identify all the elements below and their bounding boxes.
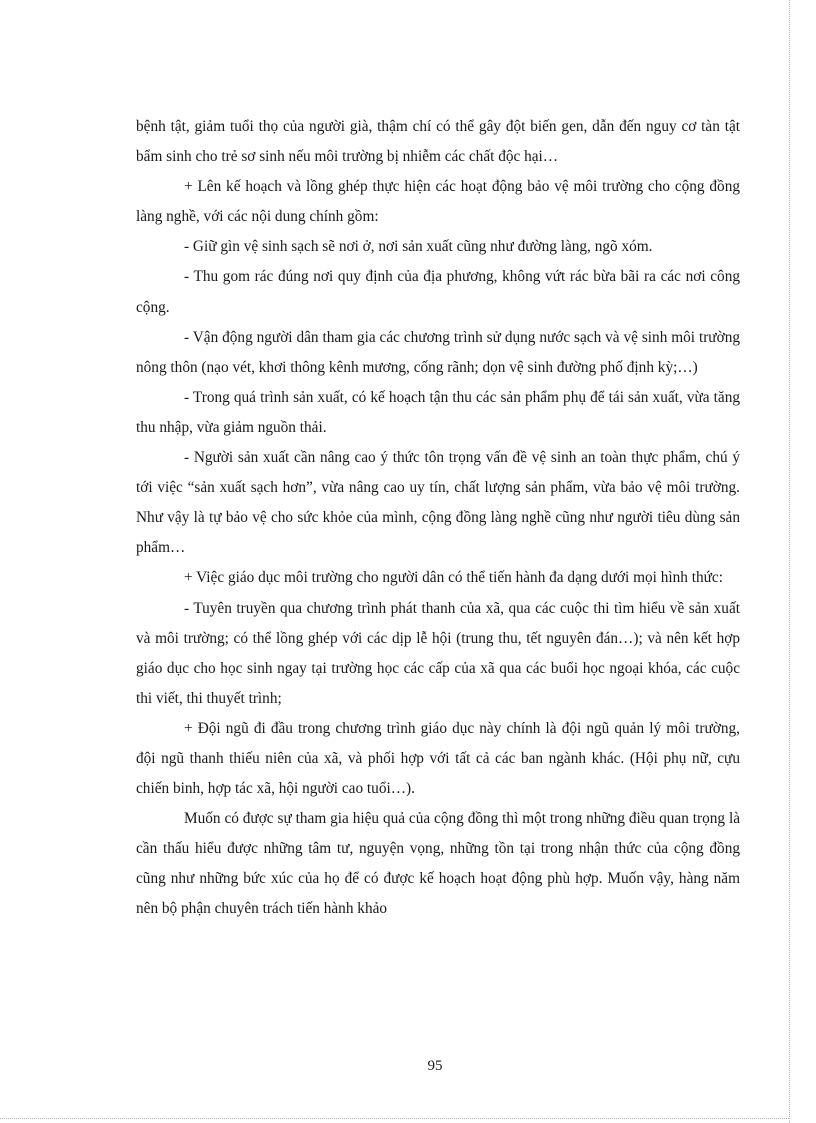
paragraph-leading-team: + Đội ngũ đi đầu trong chương trình giáo dục này chính là đội ngũ quản lý môi trường, đội ngũ thanh thiếu niên của xã, và phối hợp với tất cả các ban ngành khác. (Hội phụ nữ, cựu chiến binh, hợp tác xã, hội người cao tuổi…). [136,719,740,798]
page-number: 95 [427,1058,443,1074]
paragraph-continuation: bệnh tật, giảm tuổi thọ của người già, thậm chí có thể gây đột biến gen, dẫn đến nguy cơ tàn tật bẩm sinh cho trẻ sơ sinh nếu môi trường bị nhiễm các chất độc hại… [136,118,740,166]
paragraph-education: + Việc giáo dục môi trường cho người dân có thể tiến hành đa dạng dưới mọi hình thức: [184,569,723,587]
page-edge-guide-bottom [0,1118,789,1119]
paragraph-clean-water: - Vận động người dân tham gia các chương trình sử dụng nước sạch và vệ sinh môi trường nông thôn (nạo vét, khơi thông kênh mương, cống rãnh; dọn vệ sinh đường phố định kỳ;…) [136,328,740,376]
paragraph-food-safety: - Người sản xuất cần nâng cao ý thức tôn trọng vấn đề vệ sinh an toàn thực phẩm, chú ý tới việc “sản xuất sạch hơn”, vừa nâng cao uy tín, chất lượng sản phẩm, vừa bảo vệ môi trường. Như vậy là tự bảo vệ cho sức khỏe của mình, cộng đồng làng nghề cũng như người tiêu dùng sản phẩm… [136,449,740,557]
paragraph-byproducts: - Trong quá trình sản xuất, có kế hoạch tận thu các sản phẩm phụ để tái sản xuất, vừa tăng thu nhập, vừa giảm nguồn thải. [136,388,740,436]
document-body [136,112,740,925]
page-edge-guide [789,0,790,1123]
paragraph-community-participation: Muốn có được sự tham gia hiệu quả của cộng đồng thì một trong những điều quan trọng là cần thấu hiểu được những tâm tư, nguyện vọng, những tồn tại trong nhận thức của cộng đồng cũng như những bức xúc của họ để có được kế hoạch hoạt động phù hợp. Muốn vậy, hàng năm nên bộ phận chuyên trách tiến hành khảo [136,810,740,918]
paragraph-hygiene: - Giữ gìn vệ sinh sạch sẽ nơi ở, nơi sản xuất cũng như đường làng, ngõ xóm. [184,238,653,256]
paragraph-plan: + Lên kế hoạch và lồng ghép thực hiện các hoạt động bảo vệ môi trường cho cộng đồng làng nghề, với các nội dung chính gồm: [136,178,740,226]
paragraph-waste-collection: - Thu gom rác đúng nơi quy định của địa phương, không vứt rác bừa bãi ra các nơi công cộng. [136,268,740,316]
paragraph-propaganda: - Tuyên truyền qua chương trình phát thanh của xã, qua các cuộc thi tìm hiểu về sản xuất và môi trường; có thể lồng ghép với các dịp lễ hội (trung thu, tết nguyên đán…); và nên kết hợp giáo dục cho học sinh ngay tại trường học các cấp của xã qua các buổi học ngoại khóa, các cuộc thi viết, thi thuyết trình; [136,599,740,707]
